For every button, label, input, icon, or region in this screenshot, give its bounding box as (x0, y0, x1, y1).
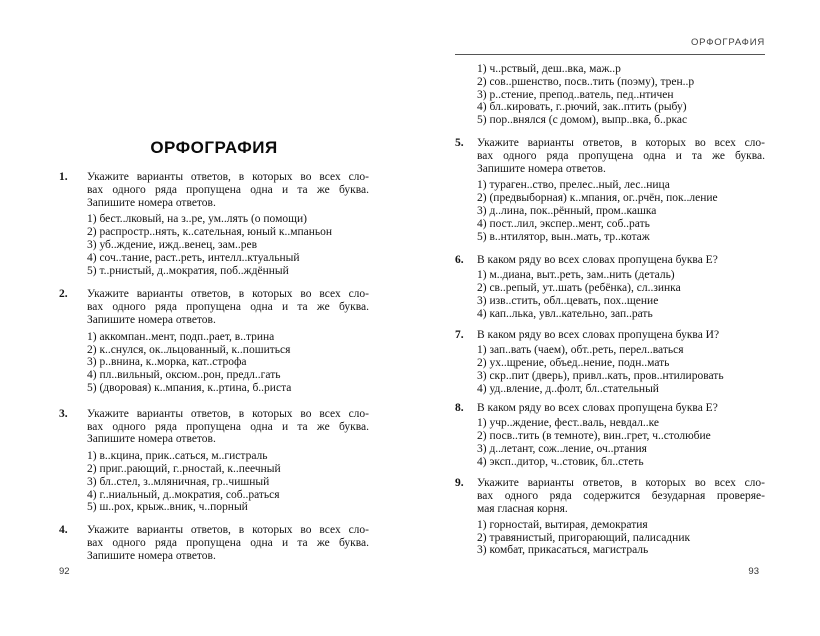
exercise-1 (59, 171, 369, 277)
exercise-items (477, 179, 765, 243)
exercise-item: 5) пор..внялся (с домом), выпр..вка, б..ркас (477, 114, 688, 127)
exercise-stem-line: мая гласная корня. (477, 502, 568, 515)
exercise-item: 2) распростр..нять, к..сательная, юный к..мпаньон (87, 226, 333, 239)
exercise-items (477, 519, 765, 557)
exercise-8 (455, 402, 765, 468)
exercise-stem-line: В каком ряду во всех словах пропущена буква Е? (477, 402, 718, 415)
exercise-stem-line: Укажите варианты ответов, в которых во всех сло- (87, 288, 369, 301)
exercise-items (87, 331, 369, 395)
exercise-item: 1) в..кцина, прик..саться, м..гистраль (87, 450, 268, 463)
exercise-stem-line: Запишите номера ответов. (477, 162, 606, 175)
exercise-item: 2) травянистый, пригорающий, палисадник (477, 531, 691, 544)
exercise-items (477, 269, 765, 320)
exercise-item: 3) р..стение, препод..ватель, пед..нтичен (477, 88, 674, 101)
exercise-4-items-continued (455, 63, 765, 127)
exercise-item: 3) комбат, прикасаться, магистраль (477, 544, 649, 557)
exercise-item: 4) пост..лил, экспер..мент, соб..рать (477, 217, 650, 230)
exercise-number: 7. (455, 329, 464, 342)
exercise-number: 2. (59, 288, 68, 301)
page-number-left: 92 (59, 566, 70, 577)
exercise-number: 3. (59, 407, 68, 420)
exercise-item: 5) т..рнистый, д..мократия, поб..ждённый (87, 264, 289, 277)
exercise-5 (455, 137, 765, 243)
exercise-3 (59, 408, 369, 514)
exercise-item: 2) приг..рающий, г..рностай, к..пеечный (87, 462, 281, 475)
exercise-stem-line: Укажите варианты ответов, в которых во всех сло- (87, 171, 369, 183)
page-right (455, 0, 765, 577)
exercise-item: 2) св..репый, ут..шать (ребёнка), сл..зинка (477, 281, 681, 294)
exercise-7 (455, 329, 765, 395)
exercise-item: 4) соч..тание, раст..реть, интелл..ктуальный (87, 251, 300, 264)
exercise-item: 4) эксп..дитор, ч..стовик, бл..стеть (477, 455, 644, 468)
exercise-item: 5) (дворовая) к..мпания, к..ртина, б..риста (87, 381, 292, 394)
page-number-right: 93 (748, 566, 759, 577)
exercise-number: 4. (59, 524, 68, 537)
exercise-item: 2) посв..тить (в темноте), вин..грет, ч..столюбие (477, 429, 711, 442)
exercise-item: 2) к..снулся, ок..льцованный, к..пошиться (87, 343, 291, 356)
exercise-stem-line: Запишите номера ответов. (87, 196, 216, 209)
running-header: ОРФОГРАФИЯ (690, 37, 765, 48)
exercise-stem-line: Укажите варианты ответов, в которых во всех сло- (477, 136, 765, 149)
exercise-stem-line: вах одного ряда пропущена одна и та же буква. (87, 301, 369, 314)
exercise-item: 3) уб..ждение, ижд..венец, зам..рев (87, 238, 258, 251)
exercise-item: 1) ч..рствый, деш..вка, маж..р (477, 63, 621, 75)
exercise-item: 2) сов..ршенство, посв..тить (поэму), трен..р (477, 75, 695, 88)
exercise-item: 4) уд..вление, д..фолт, бл..стательный (477, 382, 659, 395)
exercise-item: 4) пл..вильный, оксюм..рон, предл..гать (87, 369, 281, 382)
exercise-item: 2) ух..щрение, объед..нение, подн..мать (477, 356, 670, 369)
exercise-item: 3) бл..стел, з..мляничная, гр..чишный (87, 475, 270, 488)
header-rule (455, 54, 765, 55)
exercise-stem-line: вах одного ряда содержится безударная проверяе- (477, 490, 765, 503)
exercise-item: 2) (предвыборная) к..мпания, ог..рчён, пок..ление (477, 192, 718, 205)
exercise-item: 3) изв..стить, обл..цевать, пох..щение (477, 294, 659, 307)
exercise-4 (59, 524, 369, 562)
exercise-items (87, 213, 369, 277)
exercise-number: 5. (455, 136, 464, 149)
chapter-title: ОРФОГРАФИЯ (150, 138, 278, 157)
exercise-stem-line: вах одного ряда пропущена одна и та же буква. (87, 183, 369, 196)
exercise-item: 3) скр..пит (дверь), привл..кать, пров..нтилировать (477, 369, 724, 382)
exercise-number: 8. (455, 402, 464, 415)
exercise-items (477, 344, 765, 395)
exercise-item: 4) бл..кировать, г..рючий, зак..птить (рыбу) (477, 101, 687, 114)
exercise-item: 1) учр..ждение, фест..валь, невдал..ке (477, 417, 659, 430)
exercise-number: 6. (455, 254, 464, 267)
exercise-stem-line: Укажите варианты ответов, в которых во всех сло- (87, 524, 369, 537)
exercise-item: 1) аккомпан..мент, подп..рает, в..трина (87, 330, 275, 343)
exercise-items (87, 450, 369, 514)
exercise-item: 1) горностай, вытирая, демократия (477, 518, 648, 531)
exercise-stem-line: В каком ряду во всех словах пропущена буква Е? (477, 254, 718, 267)
exercise-item: 4) кап..лька, увл..кательно, зап..рать (477, 307, 653, 320)
exercise-stem-line: Укажите варианты ответов, в которых во всех сло- (87, 407, 369, 420)
exercise-item: 1) м..диана, выт..реть, зам..нить (деталь) (477, 269, 675, 282)
exercise-stem-line: Запишите номера ответов. (87, 433, 216, 446)
exercise-stem-line: Запишите номера ответов. (87, 549, 216, 562)
page-left (59, 0, 369, 577)
exercise-stem-line: Укажите варианты ответов, в которых во всех сло- (477, 477, 765, 490)
exercise-items (477, 417, 765, 468)
exercise-stem-line: вах одного ряда пропущена одна и та же буква. (87, 420, 369, 433)
exercise-item: 3) д..летант, сож..ление, оч..ртания (477, 442, 647, 455)
exercise-stem-line: Запишите номера ответов. (87, 313, 216, 326)
exercise-item: 4) г..ниальный, д..мократия, соб..раться (87, 488, 280, 501)
exercise-9 (455, 477, 765, 557)
exercise-number: 1. (59, 171, 68, 183)
exercise-item: 5) ш..рох, крыж..вник, ч..порный (87, 501, 248, 514)
exercise-6 (455, 254, 765, 320)
exercise-stem-line: В каком ряду во всех словах пропущена буква И? (477, 329, 720, 342)
exercise-stem-line: вах одного ряда пропущена одна и та же буква. (87, 536, 369, 549)
exercise-stem-line: вах одного ряда пропущена одна и та же буква. (477, 149, 765, 162)
exercise-number: 9. (455, 477, 464, 490)
exercise-item: 3) д..лина, пок..рённый, пром..кашка (477, 204, 657, 217)
exercise-item: 1) зап..вать (чаем), обт..реть, перел..ваться (477, 344, 684, 357)
exercise-2 (59, 288, 369, 394)
exercise-item: 5) в..нтилятор, вын..мать, тр..котаж (477, 230, 650, 243)
exercise-item: 1) тураген..ство, прелес..ный, лес..ница (477, 179, 670, 192)
exercise-item: 1) бест..лковый, на з..ре, ум..лять (о помощи) (87, 213, 307, 226)
exercise-item: 3) р..внина, к..морка, кат..строфа (87, 356, 247, 369)
